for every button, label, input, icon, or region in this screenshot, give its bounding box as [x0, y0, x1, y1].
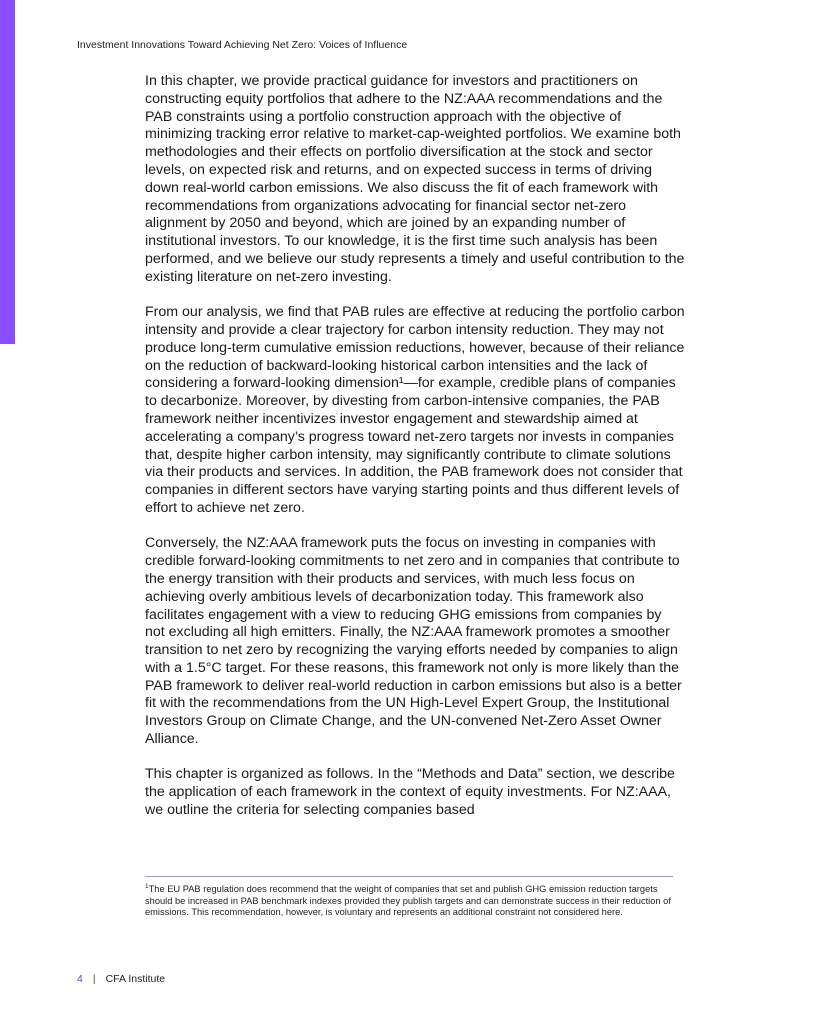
- accent-bar: [0, 0, 15, 344]
- paragraph: From our analysis, we find that PAB rules are effective at reducing the portfolio carbon intensity and provide a clear trajectory for carbon intensity reduction. They may not produce long-term cumulative emission reductions, however, because of their reliance on the reduction of backward-looking historical carbon intensities and the lack of considering a forward-looking dimension¹—for example, credible plans of companies to decarbonize. Moreover, by divesting from carbon-intensive companies, the PAB framework neither incentivizes investor engagement and stewardship aimed at accelerating a company’s progress toward net-zero targets nor invests in companies that, despite higher carbon intensity, may significantly contribute to climate solutions via their products and services. In addition, the PAB framework does not consider that companies in different sectors have varying starting points and thus different levels of effort to achieve net zero.: [145, 304, 685, 516]
- footnote: [145, 884, 685, 919]
- footer-separator: |: [92, 973, 96, 985]
- page-number: 4: [77, 973, 83, 985]
- paragraph: Conversely, the NZ:AAA framework puts the focus on investing in companies with credible forward-looking commitments to net zero and in companies that contribute to the energy transition with their products and services, with much less focus on achieving overly ambitious levels of decarbonization today. This framework also facilitates engagement with a view to reducing GHG emissions from companies by not excluding all high emitters. Finally, the NZ:AAA framework promotes a smoother transition to net zero by recognizing the varying efforts needed by companies to align with a 1.5°C target. For these reasons, this framework not only is more likely than the PAB framework to deliver real-world reduction in carbon emissions but also is a better fit with the recommendations from the UN High-Level Expert Group, the Institutional Investors Group on Climate Change, and the UN-convened Net-Zero Asset Owner Alliance.: [145, 535, 682, 748]
- running-header: Investment Innovations Toward Achieving Net Zero: Voices of Influence: [77, 39, 408, 51]
- body-text: [145, 73, 685, 837]
- publisher-name: CFA Institute: [105, 973, 166, 985]
- footnote-marker: 1: [145, 882, 149, 890]
- paragraph: This chapter is organized as follows. In the “Methods and Data” section, we describe the application of each framework in the context of equity investments. For NZ:AAA, we outline the criteria for selecting companies based: [145, 766, 675, 819]
- page-footer: [77, 973, 165, 985]
- footnote-text: The EU PAB regulation does recommend that the weight of companies that set and publish GHG emission reduction targets should be increased in PAB benchmark indexes provided they publish targets and can demonstrate success in their reduction of emissions. This recommendation, however, is voluntary and represents an additional constraint not considered here.: [145, 884, 671, 918]
- footnote-divider: [145, 876, 673, 877]
- paragraph: In this chapter, we provide practical guidance for investors and practitioners on constructing equity portfolios that adhere to the NZ:AAA recommendations and the PAB constraints using a portfolio construction approach with the objective of minimizing tracking error relative to market-cap-weighted portfolios. We examine both methodologies and their effects on portfolio diversification at the stock and sector levels, on expected risk and returns, and on expected success in terms of driving down real-world carbon emissions. We also discuss the fit of each framework with recommendations from organizations advocating for financial sector net-zero alignment by 2050 and beyond, which are joined by an expanding number of institutional investors. To our knowledge, it is the first time such analysis has been performed, and we believe our study represents a timely and useful contribution to the existing literature on net-zero investing.: [145, 73, 685, 285]
